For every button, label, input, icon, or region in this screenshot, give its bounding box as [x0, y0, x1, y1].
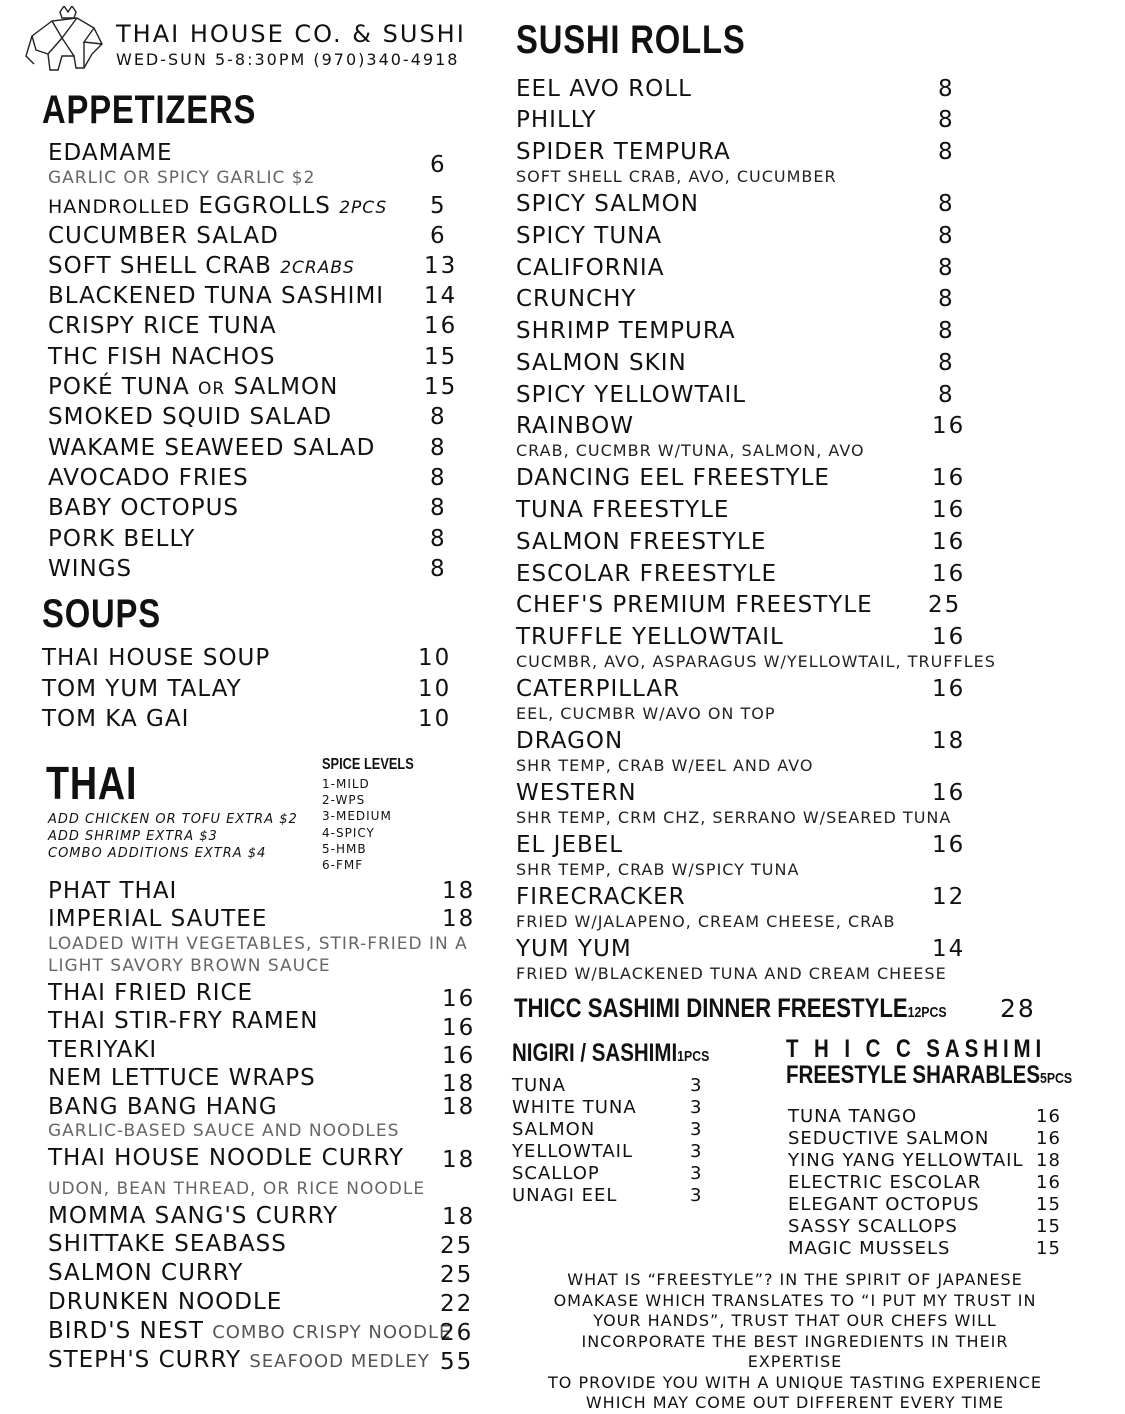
menu-item-name: SALMON CURRY — [48, 1260, 244, 1286]
freestyle-note-line: WHAT IS “FREESTYLE”? IN THE SPIRIT OF JAPANESE — [567, 1270, 1023, 1289]
menu-item-name: WESTERN — [516, 780, 637, 806]
menu-item-price: 6 — [430, 152, 447, 178]
menu-item-name: SPICY SALMON — [516, 191, 699, 217]
menu-item-price: 8 — [938, 223, 955, 249]
sushi-rolls-title: SUSHI ROLLS — [516, 18, 746, 62]
menu-item-price: 25 — [440, 1233, 474, 1259]
menu-item-name: BABY OCTOPUS — [48, 495, 240, 521]
menu-item-name: SPICY TUNA — [516, 223, 663, 249]
menu-item-price: 16 — [932, 676, 966, 702]
menu-item-price: 18 — [442, 1147, 476, 1173]
sharable-item-name: ELECTRIC ESCOLAR — [788, 1172, 982, 1193]
menu-item-name: POKÉ TUNA OR SALMON — [48, 374, 339, 400]
nigiri-item-name: SALMON — [512, 1119, 596, 1140]
menu-item-name: RAINBOW — [516, 413, 634, 439]
sashimi-dinner-title: THICC SASHIMI DINNER FREESTYLE12PCS — [514, 993, 947, 1023]
menu-item-price: 16 — [442, 1015, 476, 1041]
thai-note: COMBO ADDITIONS EXTRA $4 — [48, 846, 267, 861]
spice-level: 6-FMF — [322, 858, 364, 872]
sharable-item-name: TUNA TANGO — [788, 1106, 918, 1127]
nigiri-item-price: 3 — [690, 1163, 703, 1184]
menu-item-name: EEL AVO ROLL — [516, 76, 692, 102]
menu-item-price: 10 — [418, 676, 452, 702]
sharable-item-price: 15 — [1036, 1238, 1061, 1259]
menu-item-price: 16 — [932, 497, 966, 523]
menu-item-name: THAI STIR-FRY RAMEN — [48, 1008, 319, 1034]
thai-note: ADD CHICKEN OR TOFU EXTRA $2 — [48, 812, 298, 827]
menu-item-name: AVOCADO FRIES — [48, 465, 249, 491]
menu-item-name: EL JEBEL — [516, 832, 624, 858]
menu-item-price: 16 — [932, 529, 966, 555]
menu-item-desc: GARLIC OR SPICY GARLIC $2 — [48, 168, 316, 188]
sharable-item-price: 16 — [1036, 1128, 1061, 1149]
menu-item-name: TERIYAKI — [48, 1037, 158, 1063]
nigiri-item-name: TUNA — [512, 1075, 566, 1096]
menu-item-price: 8 — [938, 286, 955, 312]
freestyle-note-line: TO PROVIDE YOU WITH A UNIQUE TASTING EXPERIENCE — [548, 1372, 1042, 1392]
sharables-title-line1: T H I C C SASHIMI — [786, 1035, 1047, 1063]
spice-level: 5-HMB — [322, 842, 367, 856]
menu-item-price: 5 — [430, 193, 447, 219]
menu-item-price: 16 — [932, 624, 966, 650]
thai-title: THAI — [46, 757, 138, 809]
menu-item-desc: FRIED W/JALAPENO, CREAM CHEESE, CRAB — [516, 912, 896, 931]
menu-item-price: 8 — [430, 465, 447, 491]
menu-item-price: 14 — [424, 283, 458, 309]
menu-item-price: 16 — [442, 986, 476, 1012]
menu-item-price: 18 — [442, 1094, 476, 1120]
menu-item-desc: SOFT SHELL CRAB, AVO, CUCUMBER — [516, 167, 837, 186]
menu-item-price: 8 — [938, 255, 955, 281]
menu-item-price: 10 — [418, 645, 452, 671]
sharable-item-name: SASSY SCALLOPS — [788, 1216, 958, 1237]
menu-item-name: SHITTAKE SEABASS — [48, 1231, 287, 1257]
menu-item-name: TOM YUM TALAY — [42, 676, 242, 702]
freestyle-note-line: WHICH MAY COME OUT DIFFERENT EVERY TIME — [585, 1393, 1005, 1412]
sharable-item-price: 18 — [1036, 1150, 1061, 1171]
menu-item-price: 14 — [932, 936, 966, 962]
nigiri-item-price: 3 — [690, 1075, 703, 1096]
menu-item-price: 18 — [442, 1071, 476, 1097]
menu-item-name: WINGS — [48, 556, 133, 582]
sharables-title-line2: FREESTYLE SHARABLES5PCS — [786, 1061, 1073, 1089]
menu-item-price: 25 — [928, 592, 962, 618]
menu-item-name: THC FISH NACHOS — [48, 344, 276, 370]
menu-item-name: SHRIMP TEMPURA — [516, 318, 736, 344]
sharable-item-name: YING YANG YELLOWTAIL — [788, 1150, 1024, 1171]
menu-item-name: BIRD'S NEST COMBO CRISPY NOODLE — [48, 1318, 452, 1344]
menu-item-price: 8 — [430, 526, 447, 552]
menu-item-name: STEPH'S CURRY SEAFOOD MEDLEY — [48, 1347, 430, 1373]
menu-item-name: SALMON SKIN — [516, 350, 687, 376]
menu-item-desc: CRAB, CUCMBR W/TUNA, SALMON, AVO — [516, 441, 865, 460]
menu-item-price: 16 — [932, 832, 966, 858]
menu-item-name: CRUNCHY — [516, 286, 637, 312]
menu-item-name: CATERPILLAR — [516, 676, 681, 702]
menu-item-price: 16 — [442, 1043, 476, 1069]
menu-item-price: 16 — [932, 465, 966, 491]
spice-level: 4-SPICY — [322, 826, 375, 840]
menu-item-name: PHAT THAI — [48, 878, 178, 904]
menu-item-price: 8 — [430, 556, 447, 582]
menu-item-price: 8 — [938, 76, 955, 102]
menu-item-name: SPICY YELLOWTAIL — [516, 382, 747, 408]
nigiri-item-name: UNAGI EEL — [512, 1185, 618, 1206]
sharable-item-price: 15 — [1036, 1194, 1061, 1215]
menu-item-name: PHILLY — [516, 107, 597, 133]
menu-item-name: CALIFORNIA — [516, 255, 665, 281]
spice-level: 1-MILD — [322, 777, 370, 791]
menu-item-price: 55 — [440, 1349, 474, 1375]
menu-item-price: 16 — [424, 313, 458, 339]
freestyle-note-line: OMAKASE WHICH TRANSLATES TO “I PUT MY TRUST IN — [553, 1290, 1037, 1310]
sharable-item-price: 16 — [1036, 1172, 1061, 1193]
menu-item-name: BLACKENED TUNA SASHIMI — [48, 283, 385, 309]
menu-item-name: EDAMAME — [48, 140, 173, 166]
menu-item-name: SPIDER TEMPURA — [516, 139, 731, 165]
menu-item-name: FIRECRACKER — [516, 884, 686, 910]
sharable-item-name: ELEGANT OCTOPUS — [788, 1194, 980, 1215]
menu-item-price: 18 — [932, 728, 966, 754]
menu-item-name: TRUFFLE YELLOWTAIL — [516, 624, 784, 650]
menu-item-price: 25 — [440, 1262, 474, 1288]
menu-item-name: SALMON FREESTYLE — [516, 529, 767, 555]
menu-item-desc: GARLIC-BASED SAUCE AND NOODLES — [48, 1121, 400, 1141]
menu-item-name: TUNA FREESTYLE — [516, 497, 730, 523]
spice-level: 2-WPS — [322, 793, 366, 807]
menu-item-price: 15 — [424, 374, 458, 400]
menu-item-desc: SHR TEMP, CRAB W/SPICY TUNA — [516, 860, 800, 879]
sharable-item-price: 15 — [1036, 1216, 1061, 1237]
sharable-item-price: 16 — [1036, 1106, 1061, 1127]
thai-note: ADD SHRIMP EXTRA $3 — [48, 829, 218, 844]
nigiri-item-price: 3 — [690, 1185, 703, 1206]
menu-item-name: WAKAME SEAWEED SALAD — [48, 435, 376, 461]
hours-phone: WED-SUN 5-8:30PM (970)340-4918 — [116, 50, 460, 69]
spice-levels-title: SPICE LEVELS — [322, 756, 414, 773]
menu-item-name: THAI FRIED RICE — [48, 980, 254, 1006]
nigiri-item-name: YELLOWTAIL — [512, 1141, 633, 1162]
menu-item-name: CUCUMBER SALAD — [48, 223, 279, 249]
spice-level: 3-MEDIUM — [322, 809, 392, 823]
menu-item-name: SOFT SHELL CRAB 2CRABS — [48, 253, 355, 279]
restaurant-name: THAI HOUSE CO. & SUSHI — [116, 20, 466, 48]
menu-item-price: 10 — [418, 706, 452, 732]
menu-item-price: 18 — [442, 1204, 476, 1230]
menu-item-name: ESCOLAR FREESTYLE — [516, 561, 777, 587]
menu-item-price: 8 — [938, 107, 955, 133]
freestyle-note — [540, 1270, 1050, 1414]
menu-item-price: 12 — [932, 884, 966, 910]
menu-item-price: 8 — [938, 382, 955, 408]
menu-item-price: 16 — [932, 561, 966, 587]
nigiri-title: NIGIRI / SASHIMI1PCS — [512, 1039, 710, 1067]
menu-item-price: 8 — [938, 191, 955, 217]
sharable-item-name: SEDUCTIVE SALMON — [788, 1128, 990, 1149]
menu-item-name: DRAGON — [516, 728, 624, 754]
menu-item-desc: LIGHT SAVORY BROWN SAUCE — [48, 956, 331, 976]
nigiri-item-price: 3 — [690, 1097, 703, 1118]
nigiri-item-price: 3 — [690, 1119, 703, 1140]
menu-item-price: 18 — [442, 878, 476, 904]
menu-item-price: 16 — [932, 780, 966, 806]
menu-item-desc: FRIED W/BLACKENED TUNA AND CREAM CHEESE — [516, 964, 947, 983]
appetizers-title: APPETIZERS — [42, 88, 257, 132]
menu-item-price: 8 — [430, 404, 447, 430]
nigiri-item-name: WHITE TUNA — [512, 1097, 637, 1118]
menu-item-price: 8 — [938, 318, 955, 344]
menu-item-desc: SHR TEMP, CRM CHZ, SERRANO W/SEARED TUNA — [516, 808, 952, 827]
freestyle-note-line: YOUR HANDS”, TRUST THAT OUR CHEFS WILL — [593, 1311, 997, 1330]
menu-item-price: 15 — [424, 344, 458, 370]
menu-item-price: 8 — [938, 139, 955, 165]
menu-item-name: CHEF'S PREMIUM FREESTYLE — [516, 592, 873, 618]
nigiri-item-name: SCALLOP — [512, 1163, 600, 1184]
menu-item-desc: UDON, BEAN THREAD, OR RICE NOODLE — [48, 1179, 426, 1199]
menu-item-name: DANCING EEL FREESTYLE — [516, 465, 830, 491]
menu-item-name: DRUNKEN NOODLE — [48, 1289, 283, 1315]
menu-item-price: 26 — [440, 1320, 474, 1346]
menu-item-name: YUM YUM — [516, 936, 632, 962]
nigiri-item-price: 3 — [690, 1141, 703, 1162]
menu-item-name: HANDROLLED EGGROLLS 2PCS — [48, 193, 388, 219]
menu-item-price: 8 — [938, 350, 955, 376]
menu-item-price: 16 — [932, 413, 966, 439]
menu-item-name: SMOKED SQUID SALAD — [48, 404, 333, 430]
menu-item-name: MOMMA SANG'S CURRY — [48, 1203, 339, 1229]
menu-item-name: IMPERIAL SAUTEE — [48, 906, 268, 932]
menu-item-name: TOM KA GAI — [42, 706, 190, 732]
menu-item-name: CRISPY RICE TUNA — [48, 313, 277, 339]
menu-item-price: 22 — [440, 1291, 474, 1317]
menu-item-name: THAI HOUSE SOUP — [42, 645, 271, 671]
menu-item-name: PORK BELLY — [48, 526, 196, 552]
menu-item-name: THAI HOUSE NOODLE CURRY — [48, 1145, 405, 1171]
menu-item-name: BANG BANG HANG — [48, 1094, 278, 1120]
menu-item-desc: LOADED WITH VEGETABLES, STIR-FRIED IN A — [48, 934, 468, 954]
sharable-item-name: MAGIC MUSSELS — [788, 1238, 951, 1259]
menu-item-desc: SHR TEMP, CRAB W/EEL AND AVO — [516, 756, 814, 775]
menu-item-price: 13 — [424, 253, 458, 279]
soups-title: SOUPS — [42, 592, 161, 636]
menu-item-desc: CUCMBR, AVO, ASPARAGUS W/YELLOWTAIL, TRUFFLES — [516, 652, 996, 671]
menu-item-price: 18 — [442, 906, 476, 932]
menu-item-price: 6 — [430, 223, 447, 249]
elephant-logo-icon — [22, 6, 114, 76]
menu-item-desc: EEL, CUCMBR W/AVO ON TOP — [516, 704, 776, 723]
sashimi-dinner-price: 28 — [1000, 994, 1036, 1023]
menu-item-name: NEM LETTUCE WRAPS — [48, 1065, 316, 1091]
menu-item-price: 8 — [430, 435, 447, 461]
menu-item-price: 8 — [430, 495, 447, 521]
freestyle-note-line: INCORPORATE THE BEST INGREDIENTS IN THEIR EXPERTISE — [581, 1331, 1009, 1371]
